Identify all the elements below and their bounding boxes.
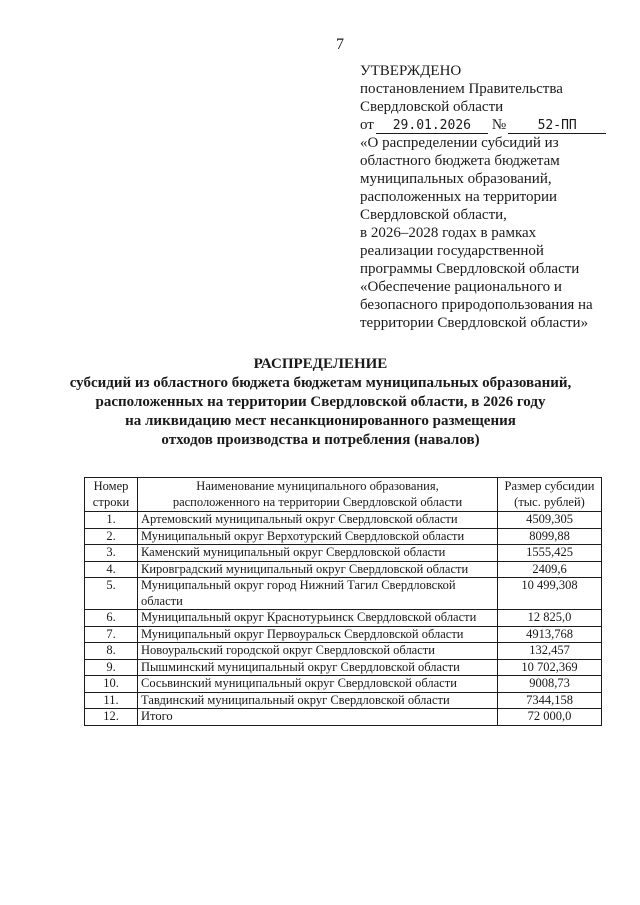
cell-municipality: Муниципальный округ город Нижний Тагил Свердловской области [138,578,498,610]
table-row [85,528,602,545]
date-underline: 29.01.2026 [376,118,488,134]
page-number: 7 [336,36,344,53]
table-row [85,561,602,578]
doc-title-line: РАСПРЕДЕЛЕНИЕ [253,356,388,372]
doc-title-line: субсидий из областного бюджета бюджетам муниципальных образований, [69,375,572,391]
cell-row-number: 9. [85,659,138,676]
table-row [85,643,602,660]
cell-row-number: 7. [85,626,138,643]
table-row [85,709,602,726]
header-municipality-line1: Наименование муниципального образования, [196,479,439,493]
table-row [85,545,602,562]
cell-amount: 72 000,0 [498,709,602,726]
table-body [85,512,602,726]
table-head [85,478,602,512]
table-row [85,692,602,709]
cell-amount: 12 825,0 [498,610,602,627]
doc-title [62,355,579,450]
approval-line: постановлением Правительства [360,81,563,97]
doc-title-line: на ликвидацию мест несанкционированного размещения [125,413,516,429]
cell-row-number: 11. [85,692,138,709]
table-row [85,610,602,627]
cell-row-number: 10. [85,676,138,693]
header-amount-line2: (тыс. рублей) [514,494,585,509]
cell-amount: 10 499,308 [498,578,602,610]
header-amount-line1: Размер субсидии [504,479,595,493]
approval-line: программы Свердловской области [360,261,580,277]
cell-row-number: 5. [85,578,138,610]
cell-municipality: Муниципальный округ Первоуральск Свердловской области [138,626,498,643]
cell-municipality: Итого [138,709,498,726]
table-header-row [85,478,602,512]
cell-amount: 10 702,369 [498,659,602,676]
approval-line: «О распределении субсидий из [360,135,559,151]
cell-amount: 7344,158 [498,692,602,709]
cell-row-number: 8. [85,643,138,660]
cell-municipality: Новоуральский городской округ Свердловской области [138,643,498,660]
subsidy-table [84,477,602,726]
cell-municipality: Муниципальный округ Краснотурьинск Свердловской области [138,610,498,627]
cell-amount: 8099,88 [498,528,602,545]
approval-line: Свердловской области [360,99,504,115]
number-sign: № [491,117,507,133]
approval-line: УТВЕРЖДЕНО [360,63,462,79]
approval-line: муниципальных образований, [360,171,552,187]
header-municipality [138,478,498,512]
approval-line: областного бюджета бюджетам [360,153,560,169]
date-prefix: от [360,117,374,133]
cell-municipality: Кировградский муниципальный округ Свердловской области [138,561,498,578]
approval-date-line [360,116,628,134]
cell-municipality: Сосьвинский муниципальный округ Свердловской области [138,676,498,693]
number-underline: 52-ПП [508,118,606,134]
cell-municipality: Пышминский муниципальный округ Свердловской области [138,659,498,676]
approval-line: безопасного природопользования на [360,297,593,313]
cell-row-number: 3. [85,545,138,562]
approval-line: территории Свердловской области» [360,315,589,331]
cell-municipality: Каменский муниципальный округ Свердловской области [138,545,498,562]
cell-amount: 2409,6 [498,561,602,578]
doc-title-line: расположенных на территории Свердловской области, в 2026 году [95,394,546,410]
cell-amount: 132,457 [498,643,602,660]
cell-row-number: 12. [85,709,138,726]
cell-amount: 4913,768 [498,626,602,643]
cell-row-number: 6. [85,610,138,627]
approval-line: Свердловской области, [360,207,507,223]
cell-row-number: 1. [85,512,138,529]
table-row [85,512,602,529]
table-row [85,676,602,693]
approval-line: в 2026–2028 годах в рамках [360,225,537,241]
cell-row-number: 4. [85,561,138,578]
approval-line: «Обеспечение рационального и [360,279,562,295]
cell-amount: 1555,425 [498,545,602,562]
cell-row-number: 2. [85,528,138,545]
cell-municipality: Артемовский муниципальный округ Свердловской области [138,512,498,529]
table-row [85,578,602,610]
header-amount [498,478,602,512]
approval-quote-lines [360,134,628,332]
header-row-number: Номер строки [85,478,138,512]
table-row [85,659,602,676]
doc-title-line: отходов производства и потребления (навалов) [161,432,480,448]
cell-municipality: Тавдинский муниципальный округ Свердловской области [138,692,498,709]
header-municipality-line2: расположенного на территории Свердловской области [172,494,463,509]
approval-top-lines [360,62,628,116]
table-row [85,626,602,643]
cell-amount: 4509,305 [498,512,602,529]
cell-municipality: Муниципальный округ Верхотурский Свердловской области [138,528,498,545]
approval-line: реализации государственной [360,243,544,259]
approval-block [360,62,628,332]
approval-line: расположенных на территории [360,189,558,205]
cell-amount: 9008,73 [498,676,602,693]
